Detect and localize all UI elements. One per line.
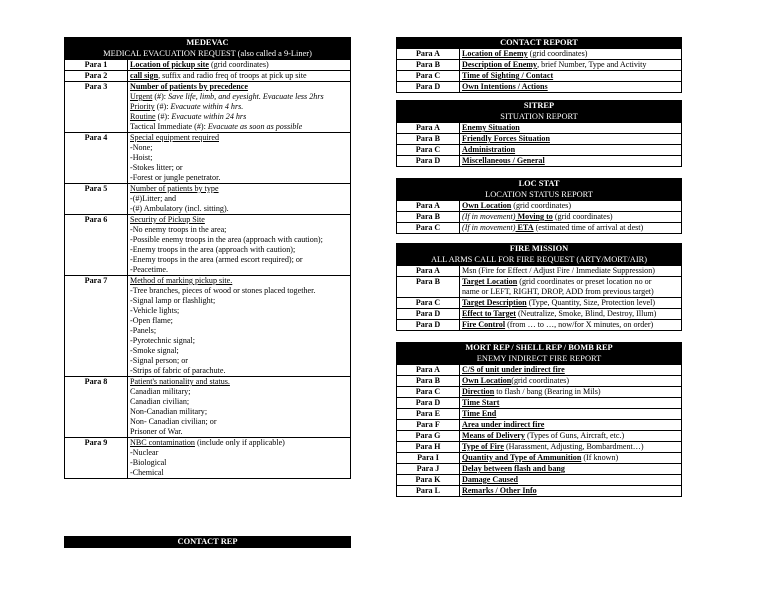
para-text: -Enemy troops in the area (armed escort required); or (130, 255, 303, 264)
para-emphasis: Enemy Situation (462, 123, 520, 132)
para-content (460, 145, 682, 156)
para-emphasis: Moving to (515, 212, 553, 221)
para-underline: Number of patients by type (130, 184, 219, 193)
para-label: Para B (397, 60, 460, 71)
para-row (397, 475, 682, 486)
para-line (462, 420, 679, 430)
para-content (460, 442, 682, 453)
para-line (462, 49, 679, 59)
para-text: -(#)Litter; and (130, 194, 177, 203)
para-content (128, 215, 351, 276)
para-text: -Nuclear (130, 448, 159, 457)
para-line (462, 223, 679, 233)
para-label: Para 7 (65, 276, 128, 377)
para-content (128, 133, 351, 184)
para-row (397, 420, 682, 431)
para-emphasis: call sign (130, 71, 159, 80)
para-underline: Special equipment required (130, 133, 219, 142)
para-line (462, 387, 679, 397)
para-text: Canadian military; (130, 387, 191, 396)
sitrep-table (396, 100, 682, 167)
para-label: Para J (397, 464, 460, 475)
para-line (462, 201, 679, 211)
para-text: -Hoist; (130, 153, 153, 162)
para-content (128, 438, 351, 479)
section-subtitle: LOCATION STATUS REPORT (397, 190, 682, 201)
para-emphasis: Number of patients by precedence (130, 82, 248, 91)
para-content (460, 49, 682, 60)
para-line (130, 306, 348, 316)
para-line (462, 60, 679, 70)
para-row (397, 71, 682, 82)
para-line (462, 309, 679, 319)
para-row (397, 145, 682, 156)
para-text: Non- Canadian civilian; or (130, 417, 217, 426)
para-line (130, 122, 348, 132)
para-label: Para D (397, 156, 460, 167)
para-label: Para A (397, 49, 460, 60)
para-line (130, 102, 348, 112)
para-text: -Tree branches, pieces of wood or stones placed together. (130, 286, 316, 295)
para-emphasis: Own Location (462, 201, 512, 210)
contact-rep-footer-title: CONTACT REP (64, 536, 351, 548)
section-subtitle: MEDICAL EVACUATION REQUEST (also called a 9-Liner) (65, 49, 351, 60)
para-row (397, 453, 682, 464)
para-line (130, 143, 348, 153)
para-emphasis: Own Location (462, 376, 512, 385)
para-row (397, 398, 682, 409)
para-text: -Enemy troops in the area (approach with caution); (130, 245, 296, 254)
para-line (130, 163, 348, 173)
section-title: FIRE MISSION (397, 244, 682, 255)
para-label: Para C (397, 223, 460, 234)
para-line (130, 71, 348, 81)
para-line (462, 71, 679, 81)
para-label: Para H (397, 442, 460, 453)
para-line (130, 326, 348, 336)
para-emphasis: Direction (462, 387, 495, 396)
para-emphasis: Time of Sighting / Contact (462, 71, 554, 80)
para-text: (#): (152, 92, 169, 101)
para-emphasis: Target Location (462, 277, 518, 286)
para-line (462, 277, 679, 287)
para-line (462, 145, 679, 155)
para-line (130, 204, 348, 214)
para-label: Para 9 (65, 438, 128, 479)
para-line (462, 442, 679, 452)
para-line (462, 134, 679, 144)
para-emphasis: Fire Control (462, 320, 506, 329)
para-label: Para I (397, 453, 460, 464)
para-line (462, 212, 679, 222)
para-line (130, 235, 348, 245)
para-text: (Harassment, Adjusting, Bombardment…) (503, 442, 644, 451)
para-text: -None; (130, 143, 153, 152)
para-line (130, 316, 348, 326)
para-line (130, 438, 348, 448)
para-line (130, 133, 348, 143)
para-label: Para D (397, 309, 460, 320)
para-emphasis: Own Intentions / Actions (462, 82, 548, 91)
para-row (65, 215, 351, 276)
para-text: -Forest or jungle penetrator. (130, 173, 221, 182)
para-text: -Signal lamp or flashlight; (130, 296, 216, 305)
para-label: Para C (397, 145, 460, 156)
para-text: to flash / bang (Bearing in Mils) (494, 387, 601, 396)
para-line (462, 475, 679, 485)
para-text: -Vehicle lights; (130, 306, 180, 315)
para-row (65, 71, 351, 82)
para-content (128, 276, 351, 377)
para-text: (from … to …, now/for X minutes, on order) (505, 320, 654, 329)
para-label: Para B (397, 212, 460, 223)
para-label: Para E (397, 409, 460, 420)
para-content (460, 134, 682, 145)
para-label: Para 8 (65, 377, 128, 438)
para-label: Para C (397, 71, 460, 82)
para-content (460, 409, 682, 420)
para-text: -Open flame; (130, 316, 173, 325)
para-label: Para B (397, 134, 460, 145)
para-emphasis: ETA (515, 223, 534, 232)
para-row (65, 438, 351, 479)
para-label: Para B (397, 277, 460, 298)
para-label: Para A (397, 123, 460, 134)
section-subtitle: ALL ARMS CALL FOR FIRE REQUEST (ARTY/MORT/AIR) (397, 255, 682, 266)
para-emphasis: Friendly Forces Situation (462, 134, 550, 143)
para-content (128, 60, 351, 71)
para-row (397, 442, 682, 453)
para-text: -Smoke signal; (130, 346, 179, 355)
para-row (397, 486, 682, 497)
section-title: MORT REP / SHELL REP / BOMB REP (397, 343, 682, 354)
para-text: (include only if applicable) (194, 438, 285, 447)
para-row (397, 431, 682, 442)
para-text: Prisoner of War. (130, 427, 183, 436)
para-underline: Routine (130, 112, 156, 121)
para-text: Tactical Immediate (#): (130, 122, 208, 131)
para-emphasis: Administration (462, 145, 516, 154)
para-line (130, 458, 348, 468)
para-row (397, 409, 682, 420)
para-line (130, 407, 348, 417)
para-text: (grid coordinates) (511, 201, 572, 210)
para-row (397, 49, 682, 60)
para-text: (#): (155, 112, 172, 121)
para-line (130, 112, 348, 122)
para-content (460, 420, 682, 431)
para-text: -Stokes litter; or (130, 163, 183, 172)
contact-report-table (396, 37, 682, 93)
para-content (128, 184, 351, 215)
para-text: (Neutralize, Smoke, Blind, Destroy, Illum) (515, 309, 657, 318)
para-text: -(#) Ambulatory (incl. sitting). (130, 204, 229, 213)
para-row (397, 320, 682, 331)
para-line (130, 356, 348, 366)
para-text: -Signal person; or (130, 356, 188, 365)
para-line (462, 398, 679, 408)
para-label: Para D (397, 82, 460, 93)
para-content (460, 277, 682, 298)
para-line (130, 336, 348, 346)
para-text: , suffix and radio freq of troops at pick up site (158, 71, 307, 80)
para-line (462, 409, 679, 419)
para-content (460, 431, 682, 442)
para-label: Para 2 (65, 71, 128, 82)
para-line (462, 82, 679, 92)
para-emphasis: Delay between flash and bang (462, 464, 565, 473)
para-emphasis: Means of Delivery (462, 431, 525, 440)
para-row (397, 134, 682, 145)
para-content (460, 82, 682, 93)
para-text: -Panels; (130, 326, 157, 335)
para-label: Para F (397, 420, 460, 431)
para-emphasis: Time End (462, 409, 497, 418)
para-row (65, 60, 351, 71)
para-text: -Pyrotechnic signal; (130, 336, 195, 345)
para-underline: Patient's nationality and status. (130, 377, 230, 386)
para-content (460, 475, 682, 486)
para-label: Para C (397, 298, 460, 309)
para-label: Para B (397, 376, 460, 387)
para-italic: (If in movement) (462, 223, 516, 232)
para-line (130, 173, 348, 183)
para-text: (grid coordinates) (552, 212, 613, 221)
para-row (65, 82, 351, 133)
para-line (130, 296, 348, 306)
para-text: (grid coordinates) (208, 60, 269, 69)
para-line (130, 215, 348, 225)
para-row (65, 133, 351, 184)
para-content (460, 376, 682, 387)
para-line (130, 366, 348, 376)
para-row (65, 377, 351, 438)
para-label: Para A (397, 201, 460, 212)
para-label: Para A (397, 365, 460, 376)
para-line (462, 123, 679, 133)
loc-stat-table (396, 178, 682, 234)
para-emphasis: Area under indirect fire (462, 420, 545, 429)
para-line (462, 287, 679, 297)
section-subtitle: ENEMY INDIRECT FIRE REPORT (397, 354, 682, 365)
para-content (128, 82, 351, 133)
para-label: Para 6 (65, 215, 128, 276)
para-content (460, 156, 682, 167)
para-emphasis: Type of Fire (462, 442, 504, 451)
para-row (397, 82, 682, 93)
mort-rep-table (396, 342, 682, 497)
para-line (130, 276, 348, 286)
para-line (130, 255, 348, 265)
para-row (397, 365, 682, 376)
para-text: Non-Canadian military; (130, 407, 208, 416)
para-underline: Security of Pickup Site (130, 215, 205, 224)
para-line (130, 468, 348, 478)
medevac-table (64, 37, 351, 479)
para-label: Para 3 (65, 82, 128, 133)
para-row (397, 266, 682, 277)
para-label: Para 1 (65, 60, 128, 71)
para-text: -Possible enemy troops in the area (approach with caution); (130, 235, 323, 244)
para-text: -Peacetime. (130, 265, 168, 274)
para-content (460, 266, 682, 277)
para-content (460, 60, 682, 71)
para-label: Para G (397, 431, 460, 442)
para-row (397, 376, 682, 387)
para-row (65, 276, 351, 377)
para-line (130, 377, 348, 387)
para-row (65, 184, 351, 215)
para-content (460, 212, 682, 223)
para-content (128, 71, 351, 82)
para-text: name or LEFT, RIGHT, DROP, ADD from previous target) (462, 287, 654, 296)
para-label: Para K (397, 475, 460, 486)
para-italic: Evacuate within 24 hrs (171, 112, 247, 121)
para-content (128, 377, 351, 438)
para-emphasis: Target Description (462, 298, 527, 307)
para-content (460, 453, 682, 464)
para-text: (If known) (581, 453, 619, 462)
para-line (462, 431, 679, 441)
para-content (460, 201, 682, 212)
para-line (462, 298, 679, 308)
para-line (130, 60, 348, 70)
para-row (397, 223, 682, 234)
para-text: Canadian civilian; (130, 397, 190, 406)
para-row (397, 123, 682, 134)
para-italic: Save life, limb, and eyesight. Evacuate less 2hrs (168, 92, 324, 101)
para-emphasis: Time Start (462, 398, 500, 407)
para-line (462, 486, 679, 496)
section-subtitle: SITUATION REPORT (397, 112, 682, 123)
fire-mission-table (396, 243, 682, 331)
section-title: CONTACT REPORT (397, 38, 682, 49)
para-content (460, 71, 682, 82)
para-line (462, 464, 679, 474)
para-emphasis: Damage Caused (462, 475, 518, 484)
para-content (460, 365, 682, 376)
section-title: SITREP (397, 101, 682, 112)
para-label: Para 4 (65, 133, 128, 184)
para-content (460, 398, 682, 409)
para-label: Para C (397, 387, 460, 398)
para-row (397, 298, 682, 309)
para-row (397, 277, 682, 298)
para-label: Para D (397, 320, 460, 331)
para-text: Msn (Fire for Effect / Adjust Fire / Immediate Suppression) (462, 266, 655, 275)
para-content (460, 320, 682, 331)
para-text: (grid coordinates) (527, 49, 588, 58)
section-title: MEDEVAC (65, 38, 351, 49)
para-line (130, 387, 348, 397)
para-content (460, 298, 682, 309)
para-emphasis: Miscellaneous / General (462, 156, 545, 165)
para-row (397, 387, 682, 398)
para-text: (grid coordinates or preset location no or (517, 277, 652, 286)
para-content (460, 387, 682, 398)
para-row (397, 309, 682, 320)
para-content (460, 123, 682, 134)
para-content (460, 486, 682, 497)
para-line (462, 320, 679, 330)
para-text: -Biological (130, 458, 167, 467)
para-text: , brief Number, Type and Activity (537, 60, 647, 69)
para-text: (#): (154, 102, 171, 111)
para-label: Para 5 (65, 184, 128, 215)
para-text: -Chemical (130, 468, 164, 477)
para-underline: Urgent (130, 92, 153, 101)
para-text: -Strips of fabric of parachute. (130, 366, 226, 375)
para-line (130, 286, 348, 296)
para-emphasis: Quantity and Type of Ammunition (462, 453, 582, 462)
para-line (130, 194, 348, 204)
para-italic: (If in movement) (462, 212, 516, 221)
para-emphasis: Effect to Target (462, 309, 516, 318)
section-title: LOC STAT (397, 179, 682, 190)
para-content (460, 309, 682, 320)
para-text: (estimated time of arrival at dest) (533, 223, 644, 232)
para-line (130, 92, 348, 102)
para-line (462, 453, 679, 463)
para-emphasis: Location of pickup site (130, 60, 209, 69)
para-line (462, 365, 679, 375)
para-row (397, 212, 682, 223)
para-row (397, 201, 682, 212)
para-emphasis: Remarks / Other Info (462, 486, 537, 495)
para-line (130, 417, 348, 427)
para-label: Para A (397, 266, 460, 277)
para-italic: Evacuate within 4 hrs. (170, 102, 244, 111)
para-text: (Types of Guns, Aircraft, etc.) (524, 431, 625, 440)
para-line (130, 427, 348, 437)
para-line (462, 266, 679, 276)
para-line (130, 397, 348, 407)
para-content (460, 223, 682, 234)
para-line (130, 245, 348, 255)
para-text: (grid coordinates) (511, 376, 570, 385)
para-emphasis: Location of Enemy (462, 49, 528, 58)
para-line (130, 225, 348, 235)
para-line (130, 82, 348, 92)
para-underline: Method of marking pickup site. (130, 276, 233, 285)
para-underline: NBC contamination (130, 438, 195, 447)
para-line (462, 156, 679, 166)
para-row (397, 156, 682, 167)
para-line (462, 376, 679, 386)
para-line (130, 448, 348, 458)
para-emphasis: C/S of unit under indirect fire (462, 365, 565, 374)
para-row (397, 60, 682, 71)
para-text: (Type, Quantity, Size, Protection level) (526, 298, 656, 307)
para-content (460, 464, 682, 475)
para-text: -No enemy troops in the area; (130, 225, 227, 234)
para-label: Para L (397, 486, 460, 497)
para-line (130, 346, 348, 356)
para-line (130, 153, 348, 163)
para-emphasis: Description of Enemy (462, 60, 538, 69)
para-line (130, 265, 348, 275)
para-label: Para D (397, 398, 460, 409)
para-line (130, 184, 348, 194)
para-row (397, 464, 682, 475)
para-italic: Evacuate as soon as possible (207, 122, 303, 131)
para-underline: Priority (130, 102, 155, 111)
